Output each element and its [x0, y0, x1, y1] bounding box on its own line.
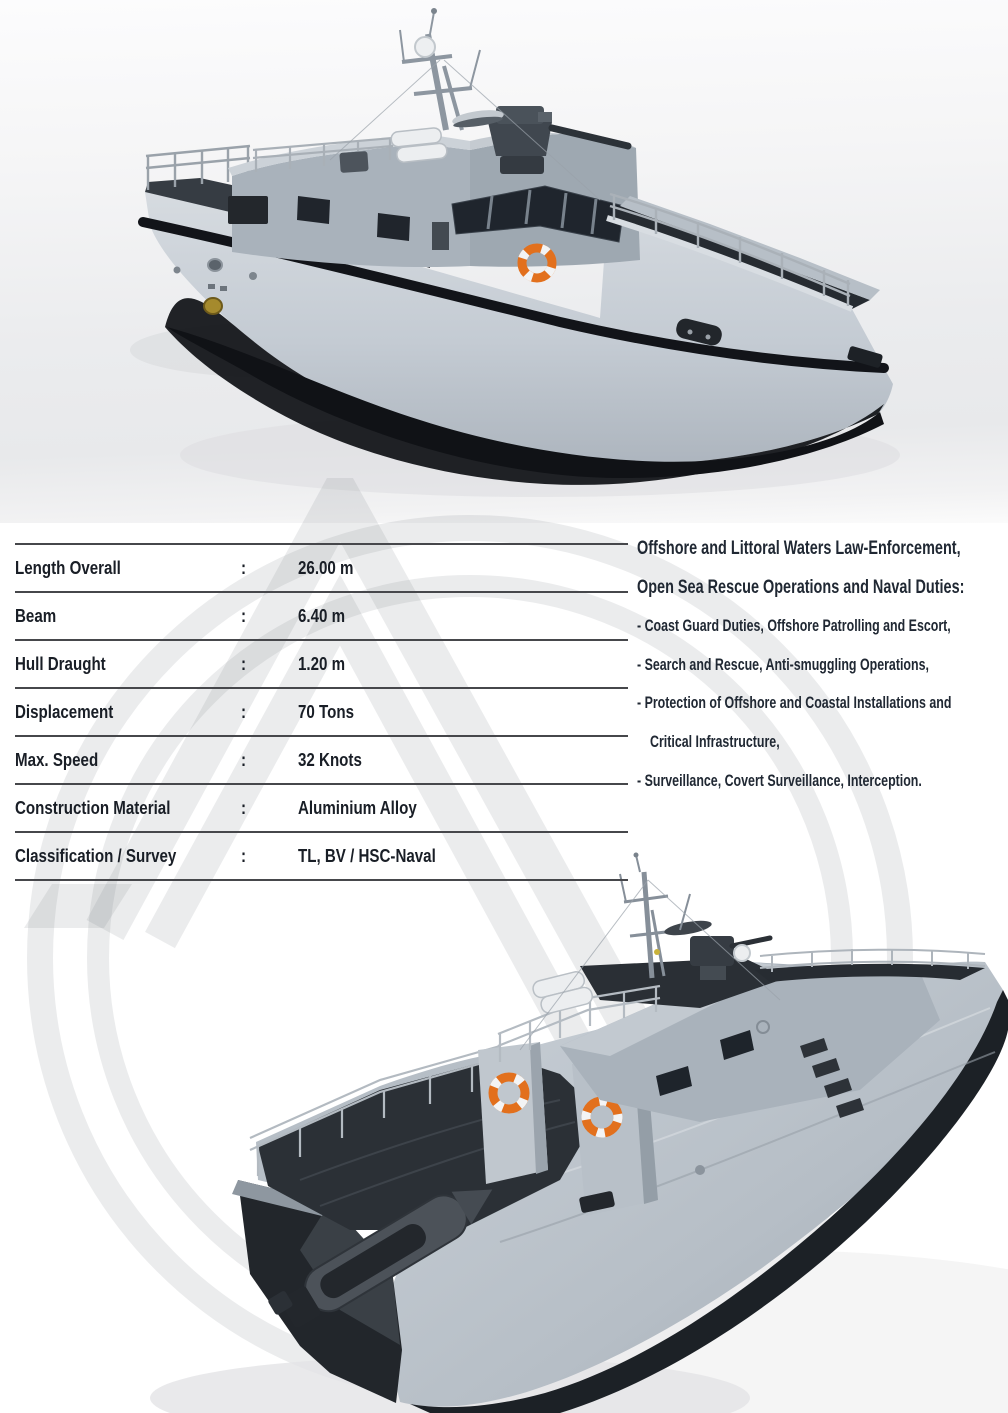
spec-colon: : — [241, 653, 247, 674]
top-photo — [0, 0, 1008, 523]
spec-row — [15, 831, 628, 879]
patrol-boat-stern-render — [0, 850, 1008, 1413]
spec-colon: : — [241, 605, 247, 626]
spec-label: Construction Material — [15, 797, 171, 818]
spec-table — [15, 543, 628, 881]
spec-value: TL, BV / HSC-Naval — [298, 845, 436, 866]
spec-value: 70 Tons — [298, 701, 355, 722]
mission-title — [637, 538, 1003, 615]
mission-bullet-line: Critical Infrastructure, — [650, 731, 780, 751]
gun-mount — [690, 936, 734, 966]
mission-title-line: Offshore and Littoral Waters Law-Enforcement, — [637, 538, 961, 559]
radome — [734, 945, 750, 961]
mission-bullet-line: - Surveillance, Covert Surveillance, Interception. — [637, 770, 922, 790]
mission-bullet-line: - Protection of Offshore and Coastal Installations and — [637, 693, 952, 713]
spec-label: Beam — [15, 605, 57, 626]
spec-value: 6.40 m — [298, 605, 346, 626]
spec-colon: : — [241, 797, 247, 818]
spec-row — [15, 783, 628, 831]
mission-block — [637, 538, 1003, 808]
mission-bullets — [637, 615, 1003, 808]
spec-colon: : — [241, 749, 247, 770]
spec-row — [15, 591, 628, 639]
spec-label: Classification / Survey — [15, 845, 177, 866]
spec-colon: : — [241, 845, 247, 866]
spec-label: Displacement — [15, 701, 114, 722]
mission-bullet-line: - Search and Rescue, Anti-smuggling Operations, — [637, 654, 929, 674]
spec-label: Hull Draught — [15, 653, 106, 674]
radar-array — [663, 918, 712, 938]
spec-value: 32 Knots — [298, 749, 362, 770]
spec-value: 26.00 m — [298, 557, 354, 578]
bottom-photo — [0, 850, 1008, 1413]
life-raft-canisters — [391, 127, 448, 163]
mission-bullet-line: - Coast Guard Duties, Offshore Patrolling and Escort, — [637, 616, 951, 636]
spec-row — [15, 687, 628, 735]
spec-colon: : — [241, 701, 247, 722]
spec-value: Aluminium Alloy — [298, 797, 417, 818]
spec-colon: : — [241, 557, 247, 578]
life-raft-canisters — [531, 969, 594, 1016]
propeller — [204, 298, 222, 314]
spec-row — [15, 735, 628, 783]
spec-row — [15, 639, 628, 687]
spec-value: 1.20 m — [298, 653, 346, 674]
spec-label: Max. Speed — [15, 749, 99, 770]
spec-label: Length Overall — [15, 557, 121, 578]
patrol-boat-bow-render — [0, 0, 1008, 523]
mission-title-line: Open Sea Rescue Operations and Naval Duties: — [637, 576, 965, 598]
spec-row — [15, 543, 628, 591]
radome — [415, 37, 435, 57]
